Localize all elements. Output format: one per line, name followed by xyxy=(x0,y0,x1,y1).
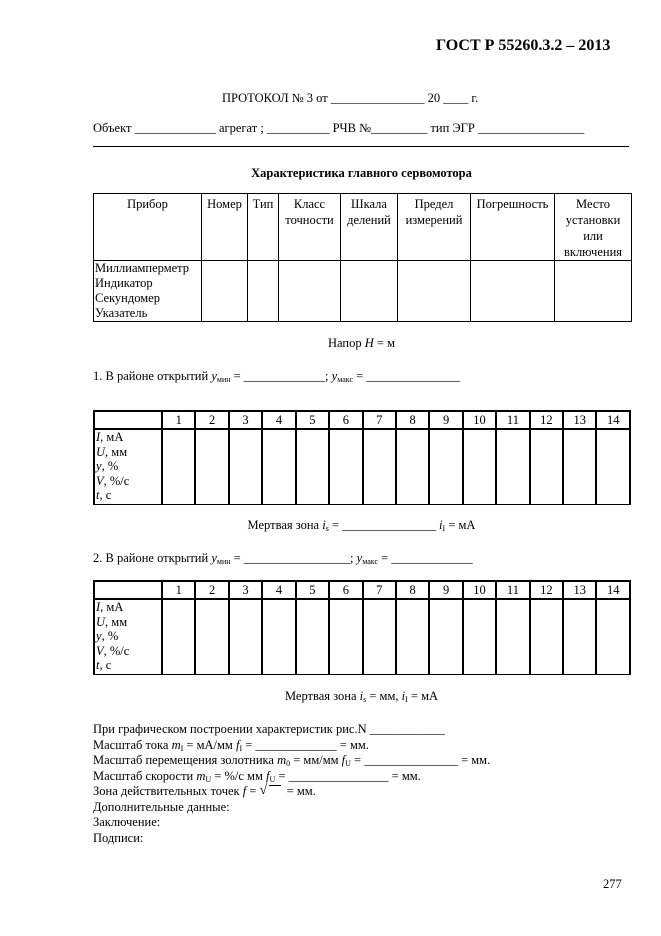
column-header: 13 xyxy=(563,411,596,429)
column-header: 5 xyxy=(296,581,329,599)
corner-cell xyxy=(94,581,162,599)
header-cell: Погрешность xyxy=(471,194,555,261)
empty-cell[interactable] xyxy=(202,261,248,322)
empty-cell[interactable] xyxy=(471,261,555,322)
deadzone-1-line: Мертвая зона $i_s$ = _______________ $i_I$ = мА xyxy=(247,518,476,533)
device-names-cell xyxy=(94,261,202,322)
column-header: 6 xyxy=(329,581,362,599)
range-1-line: 1. В районе открытий $y_{мин}$ = _____________; $y_{макс}$ = _______________ xyxy=(93,369,461,384)
column-header: 11 xyxy=(496,411,529,429)
measurement-header-row xyxy=(94,581,630,599)
empty-cell[interactable] xyxy=(429,429,462,505)
column-header: 4 xyxy=(262,581,295,599)
header-cell: Прибор xyxy=(94,194,202,261)
empty-cell[interactable] xyxy=(530,429,563,505)
header-cell: Класс точности xyxy=(279,194,341,261)
empty-cell[interactable] xyxy=(262,429,295,505)
column-header: 14 xyxy=(596,411,630,429)
column-header: 13 xyxy=(563,581,596,599)
deadzone-is: = _______________ xyxy=(328,518,440,532)
ymin-blank: = _____________; xyxy=(230,369,332,383)
devices-body-row xyxy=(94,261,632,322)
row-label: t, с xyxy=(96,488,112,502)
empty-cell[interactable] xyxy=(195,599,228,675)
empty-cell[interactable] xyxy=(530,599,563,675)
napor-label: Напор xyxy=(328,336,365,350)
head-pressure-line xyxy=(0,336,661,351)
device-name: Указатель xyxy=(95,306,148,320)
header-cell: Место установки или включения xyxy=(555,194,632,261)
empty-cell[interactable] xyxy=(396,429,429,505)
empty-cell[interactable] xyxy=(329,599,362,675)
column-header: 3 xyxy=(229,581,262,599)
column-header: 11 xyxy=(496,581,529,599)
ymax-blank: = _______________ xyxy=(353,369,461,383)
empty-cell[interactable] xyxy=(496,599,529,675)
empty-cell[interactable] xyxy=(162,599,195,675)
ymin-sub: мин xyxy=(216,557,231,566)
ymin-blank: = _________________; xyxy=(230,551,357,565)
column-header: 10 xyxy=(463,411,496,429)
row-label: I, мА xyxy=(96,430,124,444)
column-header: 8 xyxy=(396,411,429,429)
empty-cell[interactable] xyxy=(296,429,329,505)
measurement-header-row xyxy=(94,411,630,429)
measurement-table-2 xyxy=(93,580,631,675)
deadzone-is: = мм, xyxy=(366,689,402,703)
column-header: 12 xyxy=(530,411,563,429)
ymax-sub: макс xyxy=(362,557,379,566)
column-header: 9 xyxy=(429,411,462,429)
column-header: 2 xyxy=(195,581,228,599)
empty-cell[interactable] xyxy=(341,261,398,322)
row-labels-cell xyxy=(94,429,162,505)
column-header: 1 xyxy=(162,411,195,429)
row-labels-cell xyxy=(94,599,162,675)
deadzone-label: Мертвая зона xyxy=(247,518,323,532)
section-title: Характеристика главного сервомотора xyxy=(251,166,472,180)
column-header: 3 xyxy=(229,411,262,429)
empty-cell[interactable] xyxy=(162,429,195,505)
empty-cell[interactable] xyxy=(396,599,429,675)
empty-cell[interactable] xyxy=(229,599,262,675)
ymin-sub: мин xyxy=(216,375,231,384)
standard-header: ГОСТ Р 55260.3.2 – 2013 xyxy=(436,37,611,54)
object-line: Объект _____________ агрегат ; __________ РЧВ №_________ тип ЭГР _________________ xyxy=(93,121,585,135)
column-header: 7 xyxy=(363,581,396,599)
spool-scale-line: Масштаб перемещения золотника $m_0 = мм/мм$ $f_U$ = _______________ = мм. xyxy=(93,753,491,768)
device-name: Индикатор xyxy=(95,276,153,290)
deadzone-il: = мА xyxy=(407,689,439,703)
empty-cell[interactable] xyxy=(262,599,295,675)
square-root-icon xyxy=(260,784,284,798)
header-cell: Шкала делений xyxy=(341,194,398,261)
conclusion-label: Заключение: xyxy=(93,815,161,829)
divider-rule xyxy=(93,146,629,147)
row-label: I, мА xyxy=(96,600,124,614)
column-header: 2 xyxy=(195,411,228,429)
range-label: 1. В районе открытий xyxy=(93,369,212,383)
empty-cell[interactable] xyxy=(363,429,396,505)
row-label: U, мм xyxy=(96,614,128,629)
empty-cell[interactable] xyxy=(563,599,596,675)
empty-cell[interactable] xyxy=(195,429,228,505)
device-name: Секундомер xyxy=(95,291,160,305)
protocol-title: ПРОТОКОЛ № 3 от _______________ 20 ____ г. xyxy=(222,91,479,105)
empty-cell[interactable] xyxy=(463,429,496,505)
empty-cell[interactable] xyxy=(296,599,329,675)
row-label: y, % xyxy=(96,459,119,473)
empty-cell[interactable] xyxy=(279,261,341,322)
column-header: 5 xyxy=(296,411,329,429)
column-header: 7 xyxy=(363,411,396,429)
deadzone-2-line: Мертвая зона $i_s$ = мм, $i_I$ = мА xyxy=(284,689,439,704)
additional-data-label: Дополнительные данные: xyxy=(93,799,230,814)
column-header: 4 xyxy=(262,411,295,429)
zone-line: Зона действительных точек f = √ = мм. xyxy=(93,784,490,800)
row-label: t, с xyxy=(96,658,112,672)
notes-block xyxy=(93,722,490,846)
empty-cell[interactable] xyxy=(363,599,396,675)
empty-cell[interactable] xyxy=(555,261,632,322)
page-number: 277 xyxy=(603,877,622,891)
column-header: 9 xyxy=(429,581,462,599)
empty-cell[interactable] xyxy=(229,429,262,505)
header-cell: Тип xyxy=(248,194,279,261)
graph-note: При графическом построении характеристик рис.N ____________ xyxy=(93,722,445,736)
empty-cell[interactable] xyxy=(398,261,471,322)
measurement-table-1 xyxy=(93,410,631,505)
corner-cell xyxy=(94,411,162,429)
empty-cell[interactable] xyxy=(563,429,596,505)
deadzone-label: Мертвая зона xyxy=(284,689,360,703)
napor-unit: = м xyxy=(373,336,395,350)
empty-cell[interactable] xyxy=(429,599,462,675)
napor-var: H xyxy=(364,336,374,350)
column-header: 6 xyxy=(329,411,362,429)
column-header: 1 xyxy=(162,581,195,599)
empty-cell[interactable] xyxy=(496,429,529,505)
measurement-body-row xyxy=(94,599,630,675)
devices-table xyxy=(93,193,632,322)
devices-header-row xyxy=(94,194,632,261)
speed-scale-line: Масштаб скорости $m_U = \%/с$ мм $f_U$ = ________________ = мм. xyxy=(93,768,421,784)
empty-cell[interactable] xyxy=(596,599,630,675)
row-label: y, % xyxy=(96,629,119,643)
deadzone-il: = мА xyxy=(445,518,476,532)
empty-cell[interactable] xyxy=(463,599,496,675)
device-name: Миллиамперметр xyxy=(95,261,190,275)
column-header: 12 xyxy=(530,581,563,599)
column-header: 8 xyxy=(396,581,429,599)
column-header: 10 xyxy=(463,581,496,599)
header-cell: Номер xyxy=(202,194,248,261)
signatures-label: Подписи: xyxy=(93,830,144,845)
ymax-blank: = _____________ xyxy=(378,551,473,565)
column-header: 14 xyxy=(596,581,630,599)
header-cell: Предел измерений xyxy=(398,194,471,261)
empty-cell[interactable] xyxy=(248,261,279,322)
ymax-sub: макс xyxy=(337,375,354,384)
range-label: 2. В районе открытий xyxy=(93,551,212,565)
row-label: V, %/с xyxy=(96,643,130,658)
empty-cell[interactable] xyxy=(596,429,630,505)
row-label: U, мм xyxy=(96,444,128,459)
current-scale-line: Масштаб тока $m_I = мА/мм$ $f_I$ = _____________ = мм. xyxy=(93,737,369,753)
measurement-body-row xyxy=(94,429,630,505)
row-label: V, %/с xyxy=(96,473,130,488)
empty-cell[interactable] xyxy=(329,429,362,505)
range-2-line: 2. В районе открытий $y_{мин}$ = _________________; $y_{макс}$ = _____________ xyxy=(93,551,473,566)
